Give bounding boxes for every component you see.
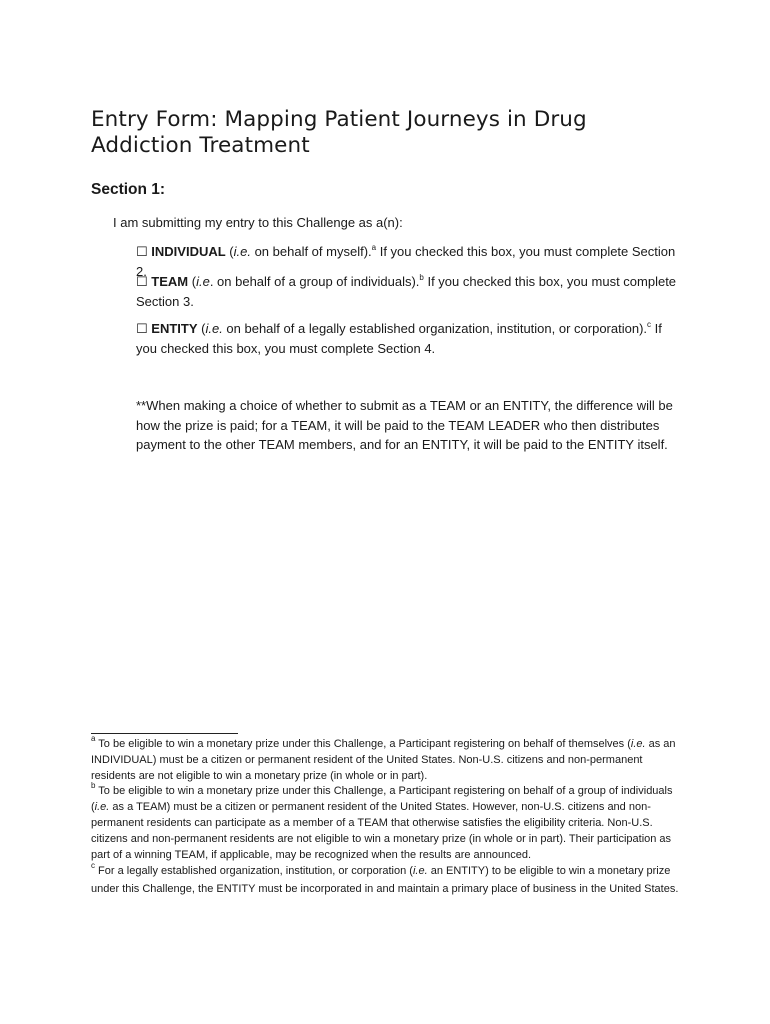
footnote-separator bbox=[91, 733, 238, 734]
option-instruction: If you checked this box, you must complete Section 3. bbox=[136, 274, 677, 309]
footnote-ie: i.e. bbox=[630, 738, 646, 750]
option-paren-text: on behalf of a legally established organization, institution, or corporation). bbox=[222, 321, 648, 336]
page-title: Entry Form: Mapping Patient Journeys in Drug Addiction Treatment bbox=[91, 107, 587, 158]
footnote-marker: a bbox=[91, 734, 96, 743]
footnote-a bbox=[91, 734, 681, 784]
footnote-ref[interactable]: c bbox=[647, 320, 652, 329]
footnote-c bbox=[91, 863, 681, 898]
footnote-marker: b bbox=[91, 781, 96, 791]
footnote-text: To be eligible to win a monetary prize under this Challenge, a Participant registering on behalf of themselves ( bbox=[95, 738, 631, 750]
footnote-text: as a TEAM) must be a citizen or permanent resident of the United States. However, non-U.S. citizens and non-permanent residents can participate as a member of a TEAM that otherwise satisfies the eligibility criteria. Non-U.S. citizens and non-permanent residents are not eligible to win a monetary prize (in whole or in part). Their participation as part of a winning TEAM, if applicable, may be recognized when the results are announced. bbox=[91, 801, 672, 861]
footnotes bbox=[91, 734, 681, 898]
footnote-text: as an INDIVIDUAL) must be a citizen or permanent resident of the United States. Non-U.S. citizens and non-permanent residents are not eligible to win a monetary prize (in whole or in part). bbox=[91, 738, 676, 782]
option-entity bbox=[136, 319, 681, 358]
option-ie: i.e. bbox=[233, 244, 251, 259]
option-paren-open: ( bbox=[225, 244, 234, 259]
option-label: ENTITY bbox=[151, 321, 198, 336]
footnote-ref[interactable]: a bbox=[371, 243, 377, 252]
intro-text: I am submitting my entry to this Challenge as a(n): bbox=[113, 215, 403, 230]
footnote-ie: i.e. bbox=[94, 801, 110, 814]
footnote-text: For a legally established organization, institution, or corporation ( bbox=[95, 865, 413, 878]
section-heading: Section 1: bbox=[91, 181, 166, 198]
individual-checkbox[interactable]: ☐ bbox=[136, 245, 148, 260]
option-instruction: If you checked this box, you must complete Section 2. bbox=[136, 244, 676, 279]
footnote-b bbox=[91, 781, 681, 863]
option-label: INDIVIDUAL bbox=[151, 244, 226, 259]
option-paren-open: ( bbox=[197, 321, 206, 336]
team-checkbox[interactable]: ☐ bbox=[136, 275, 148, 290]
team-entity-note: **When making a choice of whether to submit as a TEAM or an ENTITY, the difference will be how the prize is paid; for a TEAM, it will be paid to the TEAM LEADER who then distributes payment to the other TEAM members, and for an ENTITY, it will be paid to the ENTITY itself. bbox=[136, 398, 673, 452]
option-paren-open: ( bbox=[188, 274, 197, 289]
option-ie: i.e bbox=[196, 274, 210, 289]
footnote-text: an ENTITY) to be eligible to win a monetary prize under this Challenge, the ENTITY must be incorporated in and maintain a primary place of business in the United States. bbox=[91, 865, 679, 895]
option-label: TEAM bbox=[151, 274, 189, 289]
entity-checkbox[interactable]: ☐ bbox=[136, 322, 148, 337]
option-instruction: If you checked this box, you must complete Section 4. bbox=[136, 321, 662, 356]
option-paren-text: on behalf of myself). bbox=[250, 244, 372, 259]
footnote-marker: c bbox=[91, 861, 95, 871]
footnote-text: To be eligible to win a monetary prize under this Challenge, a Participant registering on behalf of a group of individuals ( bbox=[91, 785, 673, 814]
option-paren-text: . on behalf of a group of individuals). bbox=[209, 274, 420, 289]
option-ie: i.e. bbox=[205, 321, 223, 336]
option-team bbox=[136, 272, 681, 311]
footnote-ref[interactable]: b bbox=[419, 273, 424, 282]
footnote-ie: i.e. bbox=[412, 865, 428, 878]
